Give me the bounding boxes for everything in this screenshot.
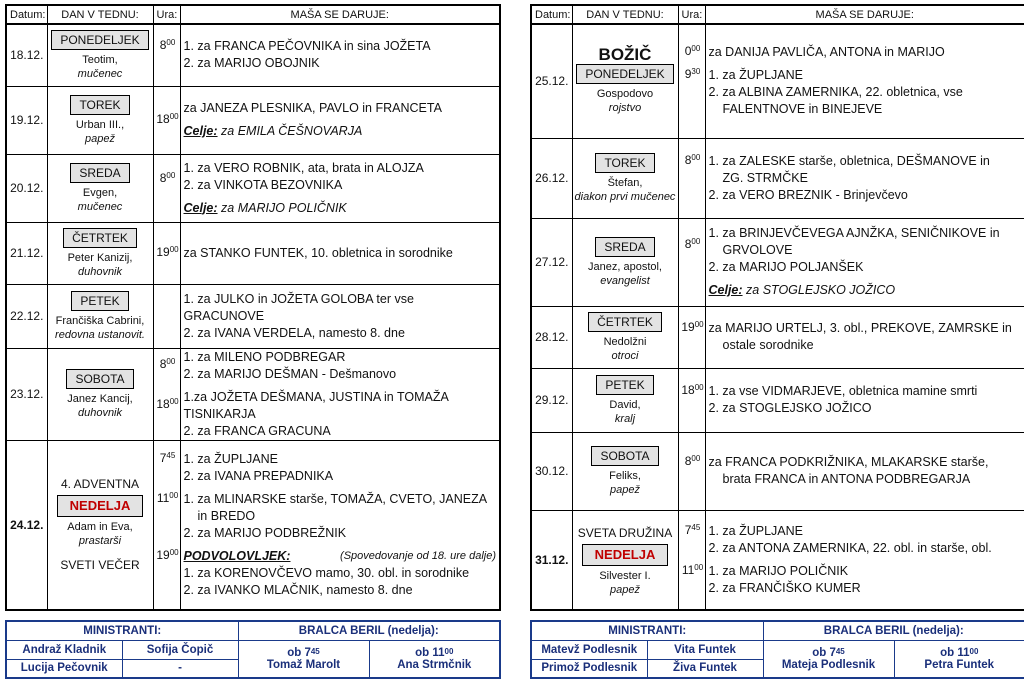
saint-role: duhovnik <box>77 406 123 419</box>
saint-role: prastarši <box>78 535 122 548</box>
date-cell: 22.12. <box>6 284 47 348</box>
mass-time <box>156 38 180 72</box>
mass-cell <box>705 218 1024 306</box>
mass-intention: 2. za FRANCA GRACUNA <box>183 423 331 438</box>
time-minutes: 00 <box>691 454 701 463</box>
time-hour: 8 <box>159 357 167 371</box>
celje-text: za EMILA ČEŠNOVARJA <box>221 124 363 138</box>
mass-time <box>681 153 705 204</box>
saint-name: Evgen, <box>82 186 118 199</box>
mass-cell <box>705 306 1024 368</box>
mass-time <box>681 563 705 597</box>
reader-time <box>241 647 367 659</box>
header-mass: MAŠA SE DARUJE: <box>180 5 500 24</box>
saint-role: evangelist <box>600 274 650 287</box>
day-row <box>6 348 500 440</box>
mass-cell <box>180 284 500 348</box>
mass-intention: 1. za MLINARSKE starše, TOMAŽA, CVETO, JANEZA <box>183 491 488 506</box>
saint-role: kralj <box>614 412 636 425</box>
day-row <box>6 222 500 284</box>
mass-slot <box>709 225 1022 276</box>
mass-intention: 1. za ŽUPLJANE <box>708 68 803 83</box>
day-cell <box>47 348 153 440</box>
reader-time-minutes: 00 <box>969 646 979 656</box>
time-hour: 19 <box>156 244 170 259</box>
saint-name: Janez Kancij, <box>67 392 133 405</box>
minister-name: Vita Funtek <box>647 640 763 659</box>
reader-time <box>766 647 892 659</box>
day-name-badge: SOBOTA <box>591 446 658 466</box>
day-row <box>6 24 500 86</box>
mass-time <box>681 44 705 61</box>
schedule-table <box>530 4 1024 611</box>
mass-slot <box>184 548 497 599</box>
reader-name: Ana Strmčnik <box>397 658 472 671</box>
feast-note: SVETA DRUŽINA <box>577 526 673 541</box>
time-hour: 18 <box>156 111 170 126</box>
saint-name: Štefan, <box>607 176 643 189</box>
mass-cell <box>705 510 1024 610</box>
saint-name: David, <box>609 398 641 411</box>
mass-time <box>156 245 180 262</box>
header-mass: MAŠA SE DARUJE: <box>705 5 1024 24</box>
day-cell <box>47 284 153 348</box>
day-name-badge: SREDA <box>595 237 654 257</box>
reader-time-label: ob 11 <box>415 646 445 659</box>
time-minutes: 00 <box>169 547 179 557</box>
hour-cell <box>153 440 180 610</box>
header-date: Datum: <box>6 5 47 24</box>
day-name-badge: SREDA <box>70 163 129 183</box>
minister-name: Andraž Kladnik <box>6 640 122 659</box>
mass-time <box>156 451 180 485</box>
mass-intention: 2. za MARIJO PODBREŽNIK <box>183 525 347 540</box>
day-name-badge: NEDELJA <box>57 495 144 517</box>
mass-time <box>156 491 180 542</box>
date-cell: 18.12. <box>6 24 47 86</box>
time-hour: 8 <box>684 454 692 468</box>
time-minutes: 00 <box>691 152 701 162</box>
mass-slot <box>184 38 497 72</box>
mass-intention: 1. za ŽUPLJANE <box>183 451 278 466</box>
mass-slot <box>709 67 1022 118</box>
mass-time <box>681 523 705 557</box>
day-name-badge: SOBOTA <box>66 369 133 389</box>
mass-intention: FALENTNOVE in BINEJEVE <box>722 102 883 117</box>
header-day: DAN V TEDNU: <box>47 5 153 24</box>
time-minutes: 00 <box>691 44 701 54</box>
date-cell: 24.12. <box>6 440 47 610</box>
time-minutes: 00 <box>694 383 704 392</box>
mass-intention: 2. za IVANA PREPADNIKA <box>183 468 334 483</box>
header-hour: Ura: <box>153 5 180 24</box>
mass-time <box>156 112 180 129</box>
minister-name: - <box>122 659 238 678</box>
date-cell: 28.12. <box>531 306 572 368</box>
minister-name: Sofija Čopič <box>122 640 238 659</box>
day-cell <box>572 368 678 432</box>
day-cell <box>572 432 678 510</box>
time-minutes: 00 <box>166 357 176 366</box>
saint-role: diakon prvi mučenec <box>574 190 676 203</box>
mass-intention: za DANIJA PAVLIČA, ANTONA in MARIJO <box>708 45 945 60</box>
date-cell: 19.12. <box>6 86 47 154</box>
day-row <box>6 154 500 222</box>
saint-name: Silvester I. <box>599 570 651 583</box>
mass-slot <box>709 454 1022 488</box>
time-hour: 8 <box>684 152 692 167</box>
date-cell: 30.12. <box>531 432 572 510</box>
day-row <box>531 218 1024 306</box>
mass-slot <box>184 491 497 548</box>
header-hour: Ura: <box>678 5 705 24</box>
day-row <box>531 24 1024 138</box>
mass-time <box>681 67 705 118</box>
time-hour: 0 <box>684 44 692 59</box>
day-name-badge: PETEK <box>71 291 128 311</box>
mass-intention: 1. za MARIJO POLIČNIK <box>708 563 849 578</box>
saint-role: mučenec <box>77 200 123 213</box>
time-hour: 19 <box>156 547 170 562</box>
celje-text: za MARIJO POLIČNIK <box>221 200 347 215</box>
day-name-badge: NEDELJA <box>582 544 669 566</box>
hour-cell <box>678 24 705 138</box>
date-cell: 20.12. <box>6 154 47 222</box>
mass-intention: 1. za ŽUPLJANE <box>708 523 803 538</box>
time-hour: 19 <box>681 320 695 334</box>
saint-role: otroci <box>611 349 639 362</box>
day-cell <box>572 306 678 368</box>
hour-cell <box>678 218 705 306</box>
saint-name: Gospodovo <box>596 87 654 100</box>
schedule-week-2 <box>530 4 1024 611</box>
mass-intention: 2. za ANTONA ZAMERNIKA, 22. obl. in starše, obl. <box>708 540 992 555</box>
day-name-badge: PONEDELJEK <box>576 64 673 84</box>
reader-time <box>372 647 498 659</box>
reader-cell <box>894 640 1024 678</box>
mass-time <box>681 454 705 488</box>
time-hour: 8 <box>684 236 692 251</box>
time-minutes: 30 <box>691 67 701 77</box>
day-name-badge: PONEDELJEK <box>51 30 148 50</box>
day-name-badge: PETEK <box>596 375 653 395</box>
time-hour: 9 <box>684 67 692 82</box>
mass-intention: 1. za ZALESKE starše, obletnica, DEŠMANOVE in <box>708 153 990 168</box>
mass-intention: 2. za IVANA VERDELA, namesto 8. dne <box>183 325 405 340</box>
time-minutes: 00 <box>169 397 179 406</box>
mass-slot <box>709 563 1022 597</box>
reader-time-label: ob 7 <box>812 646 836 659</box>
day-cell <box>47 24 153 86</box>
mass-intention: 1. za MILENO PODBREGAR <box>183 349 346 364</box>
header-row <box>531 5 1024 24</box>
feast-note: 4. ADVENTNA <box>60 477 140 492</box>
saint-role: papež <box>610 584 640 597</box>
time-hour: 18 <box>156 397 170 411</box>
hour-cell <box>678 432 705 510</box>
celje-label: Celje: <box>183 200 218 215</box>
mass-cell <box>705 432 1024 510</box>
time-hour: 7 <box>159 450 167 465</box>
saint-name: Urban III., <box>75 118 125 131</box>
hour-cell <box>153 222 180 284</box>
mass-cell <box>180 86 500 154</box>
mass-intention: 1. za KORENOVČEVO mamo, 30. obl. in sorodnike <box>183 565 470 580</box>
mass-slot <box>184 451 497 491</box>
mass-cell <box>180 222 500 284</box>
mass-intention: 1. za JULKO in JOŽETA GOLOBA ter vse GRACUNOVE <box>183 291 414 323</box>
podvolovljek-header <box>184 548 497 565</box>
time-minutes: 45 <box>691 522 701 532</box>
day-row <box>531 306 1024 368</box>
mass-cell <box>705 138 1024 218</box>
time-minutes: 00 <box>166 171 176 180</box>
day-row <box>531 432 1024 510</box>
ministers-table-week-2 <box>530 620 1024 679</box>
mass-cell <box>705 368 1024 432</box>
mass-time <box>681 237 705 288</box>
hour-cell <box>153 24 180 86</box>
mass-slot <box>184 100 497 117</box>
reader-cell <box>238 640 369 678</box>
saint-name: Nedolžni <box>603 335 647 348</box>
evening-note: SVETI VEČER <box>60 558 140 573</box>
hour-cell <box>678 138 705 218</box>
saint-name: Janez, apostol, <box>588 260 662 273</box>
minister-name: Lucija Pečovnik <box>6 659 122 678</box>
mass-intention: 2. za VINKOTA BEZOVNIKA <box>183 177 343 192</box>
mass-intention: brata FRANCA in ANTONA PODBREGARJA <box>722 472 971 486</box>
saint-role: mučenec <box>77 67 123 80</box>
reader-time-minutes: 00 <box>444 646 454 656</box>
mass-slot <box>184 245 497 262</box>
mass-time <box>156 299 180 333</box>
feast-title: BOŽIČ <box>598 44 652 64</box>
reader-time-label: ob 7 <box>287 646 311 659</box>
mass-intention: 2. za MARIJO POLJANŠEK <box>708 260 864 274</box>
saint-role: duhovnik <box>77 265 123 278</box>
mass-intention: 2. za FRANČIŠKO KUMER <box>708 580 861 595</box>
time-hour: 11 <box>681 562 695 577</box>
readers-title: BRALCA BERIL (nedelja): <box>763 621 1024 640</box>
mass-intention: ZG. STRMČKE <box>722 170 808 185</box>
mass-slot <box>184 389 497 440</box>
mass-intention: 1. za VERO ROBNIK, ata, brata in ALOJZA <box>183 160 424 175</box>
saint-name: Teotim, <box>82 53 118 66</box>
ministers-title: MINISTRANTI: <box>531 621 763 640</box>
mass-cell <box>180 154 500 222</box>
time-hour: 8 <box>159 38 167 53</box>
hour-cell <box>153 154 180 222</box>
reader-time-minutes: 45 <box>835 646 845 656</box>
reader-time-minutes: 45 <box>310 646 320 656</box>
mass-intention: in BREDO <box>197 508 256 523</box>
header-row <box>6 5 500 24</box>
mass-intention: 1. za BRINJEVČEVEGA AJNŽKA, SENIČNIKOVE in <box>708 226 1000 240</box>
hour-cell <box>678 510 705 610</box>
minister-name: Primož Podlesnik <box>531 659 647 678</box>
time-minutes: 00 <box>694 562 704 572</box>
saint-role: papež <box>610 483 640 496</box>
mass-time <box>681 383 705 417</box>
hour-cell <box>153 348 180 440</box>
mass-time <box>156 548 180 599</box>
saint-name: Feliks, <box>609 469 641 482</box>
day-row <box>531 138 1024 218</box>
reader-name: Tomaž Marolt <box>266 658 341 671</box>
day-name-badge: TOREK <box>595 153 654 173</box>
mass-slot <box>709 153 1022 204</box>
mass-cell <box>180 440 500 610</box>
hour-cell <box>153 86 180 154</box>
confession-note: (Spovedovanje od 18. ure dalje) <box>340 549 496 562</box>
ministers-table-week-1 <box>5 620 501 679</box>
celje-intention <box>184 123 497 140</box>
mass-time <box>681 320 705 354</box>
mass-cell <box>705 24 1024 138</box>
mass-time <box>156 397 180 431</box>
header-day: DAN V TEDNU: <box>572 5 678 24</box>
time-minutes: 45 <box>166 450 176 460</box>
saint-name: Frančiška Cabrini, <box>55 314 145 327</box>
date-cell: 25.12. <box>531 24 572 138</box>
reader-name: Mateja Podlesnik <box>781 658 876 671</box>
time-hour: 7 <box>684 522 692 537</box>
mass-intention: 1. za FRANCA PEČOVNIKA in sina JOŽETA <box>183 39 431 54</box>
mass-intention: za MARIJO URTELJ, 3. obl., PREKOVE, ZAMRSKE in <box>708 321 1012 335</box>
day-name-badge: TOREK <box>70 95 129 115</box>
mass-cell <box>180 24 500 86</box>
mass-intention: 2. za ALBINA ZAMERNIKA, 22. obletnica, vse <box>708 85 963 100</box>
header-date: Datum: <box>531 5 572 24</box>
time-hour: 18 <box>681 383 695 397</box>
day-cell <box>47 222 153 284</box>
day-cell <box>47 440 153 610</box>
celje-label: Celje: <box>708 283 743 297</box>
celje-label: Celje: <box>183 124 218 138</box>
mass-intention: za STANKO FUNTEK, 10. obletnica in sorodnike <box>183 245 453 260</box>
hour-cell <box>678 306 705 368</box>
celje-intention <box>709 282 1022 299</box>
mass-intention: 2. za STOGLEJSKO JOŽICO <box>708 401 872 415</box>
mass-intention: 2. za MARIJO DEŠMAN - Dešmanovo <box>183 366 397 381</box>
time-minutes: 00 <box>691 236 701 246</box>
date-cell: 27.12. <box>531 218 572 306</box>
day-row <box>6 284 500 348</box>
day-row <box>6 440 500 610</box>
minister-name: Matevž Podlesnik <box>531 640 647 659</box>
saint-name: Adam in Eva, <box>67 521 133 534</box>
reader-cell <box>369 640 500 678</box>
reader-time-label: ob 11 <box>940 646 970 659</box>
mass-slot <box>184 291 497 342</box>
mass-intention: 2. za VERO BREZNIK - Brinjevčevo <box>708 187 908 202</box>
celje-text: za STOGLEJSKO JOŽICO <box>746 283 896 297</box>
podvolovljek-label: PODVOLOVLJEK: <box>183 548 291 563</box>
time-minutes: 00 <box>169 111 179 121</box>
celje-intention <box>184 200 497 217</box>
mass-slot <box>709 320 1022 354</box>
time-minutes: 00 <box>166 38 176 48</box>
mass-time <box>156 357 180 391</box>
mass-intention: 1. za vse VIDMARJEVE, obletnica mamine smrti <box>708 384 978 398</box>
mass-slot <box>184 160 497 194</box>
time-minutes: 00 <box>169 244 179 254</box>
schedule-table <box>5 4 501 611</box>
mass-slot <box>184 349 497 389</box>
date-cell: 31.12. <box>531 510 572 610</box>
day-name-badge: ČETRTEK <box>63 228 137 248</box>
reader-cell <box>763 640 894 678</box>
saint-role: rojstvo <box>608 101 642 114</box>
saint-name: Peter Kanizij, <box>67 251 133 264</box>
day-cell <box>47 86 153 154</box>
mass-intention: za JANEZA PLESNIKA, PAVLO in FRANCETA <box>183 101 442 115</box>
date-cell: 26.12. <box>531 138 572 218</box>
mass-cell <box>180 348 500 440</box>
mass-slot <box>709 44 1022 67</box>
day-row <box>531 368 1024 432</box>
saint-role: papež <box>85 132 115 145</box>
mass-intention: 2. za IVANKO MLAČNIK, namesto 8. dne <box>183 582 413 597</box>
day-row <box>531 510 1024 610</box>
reader-name: Petra Funtek <box>924 658 995 671</box>
mass-intention: 2. za MARIJO OBOJNIK <box>183 56 320 71</box>
day-cell <box>572 138 678 218</box>
date-cell: 23.12. <box>6 348 47 440</box>
time-hour: 11 <box>156 490 170 505</box>
reader-time <box>897 647 1023 659</box>
hour-cell <box>153 284 180 348</box>
time-minutes: 00 <box>694 320 704 329</box>
day-row <box>6 86 500 154</box>
mass-intention: ostale sorodnike <box>722 338 814 352</box>
time-hour: 8 <box>159 171 167 185</box>
date-cell: 21.12. <box>6 222 47 284</box>
schedule-week-1 <box>5 4 499 611</box>
minister-name: Živa Funtek <box>647 659 763 678</box>
readers-title: BRALCA BERIL (nedelja): <box>238 621 500 640</box>
mass-intention: za FRANCA PODKRIŽNIKA, MLAKARSKE starše, <box>708 455 989 469</box>
saint-role: redovna ustanovit. <box>55 328 145 341</box>
day-cell <box>572 510 678 610</box>
day-name-badge: ČETRTEK <box>588 312 662 332</box>
ministers-title: MINISTRANTI: <box>6 621 238 640</box>
mass-intention: 1.za JOŽETA DEŠMANA, JUSTINA in TOMAŽA TISNIKARJA <box>183 389 449 421</box>
day-cell <box>47 154 153 222</box>
date-cell: 29.12. <box>531 368 572 432</box>
hour-cell <box>678 368 705 432</box>
mass-slot <box>709 383 1022 417</box>
time-minutes: 00 <box>169 490 179 500</box>
day-cell <box>572 24 678 138</box>
mass-time <box>156 171 180 205</box>
mass-slot <box>709 523 1022 563</box>
mass-intention: GRVOLOVE <box>722 243 793 257</box>
day-cell <box>572 218 678 306</box>
